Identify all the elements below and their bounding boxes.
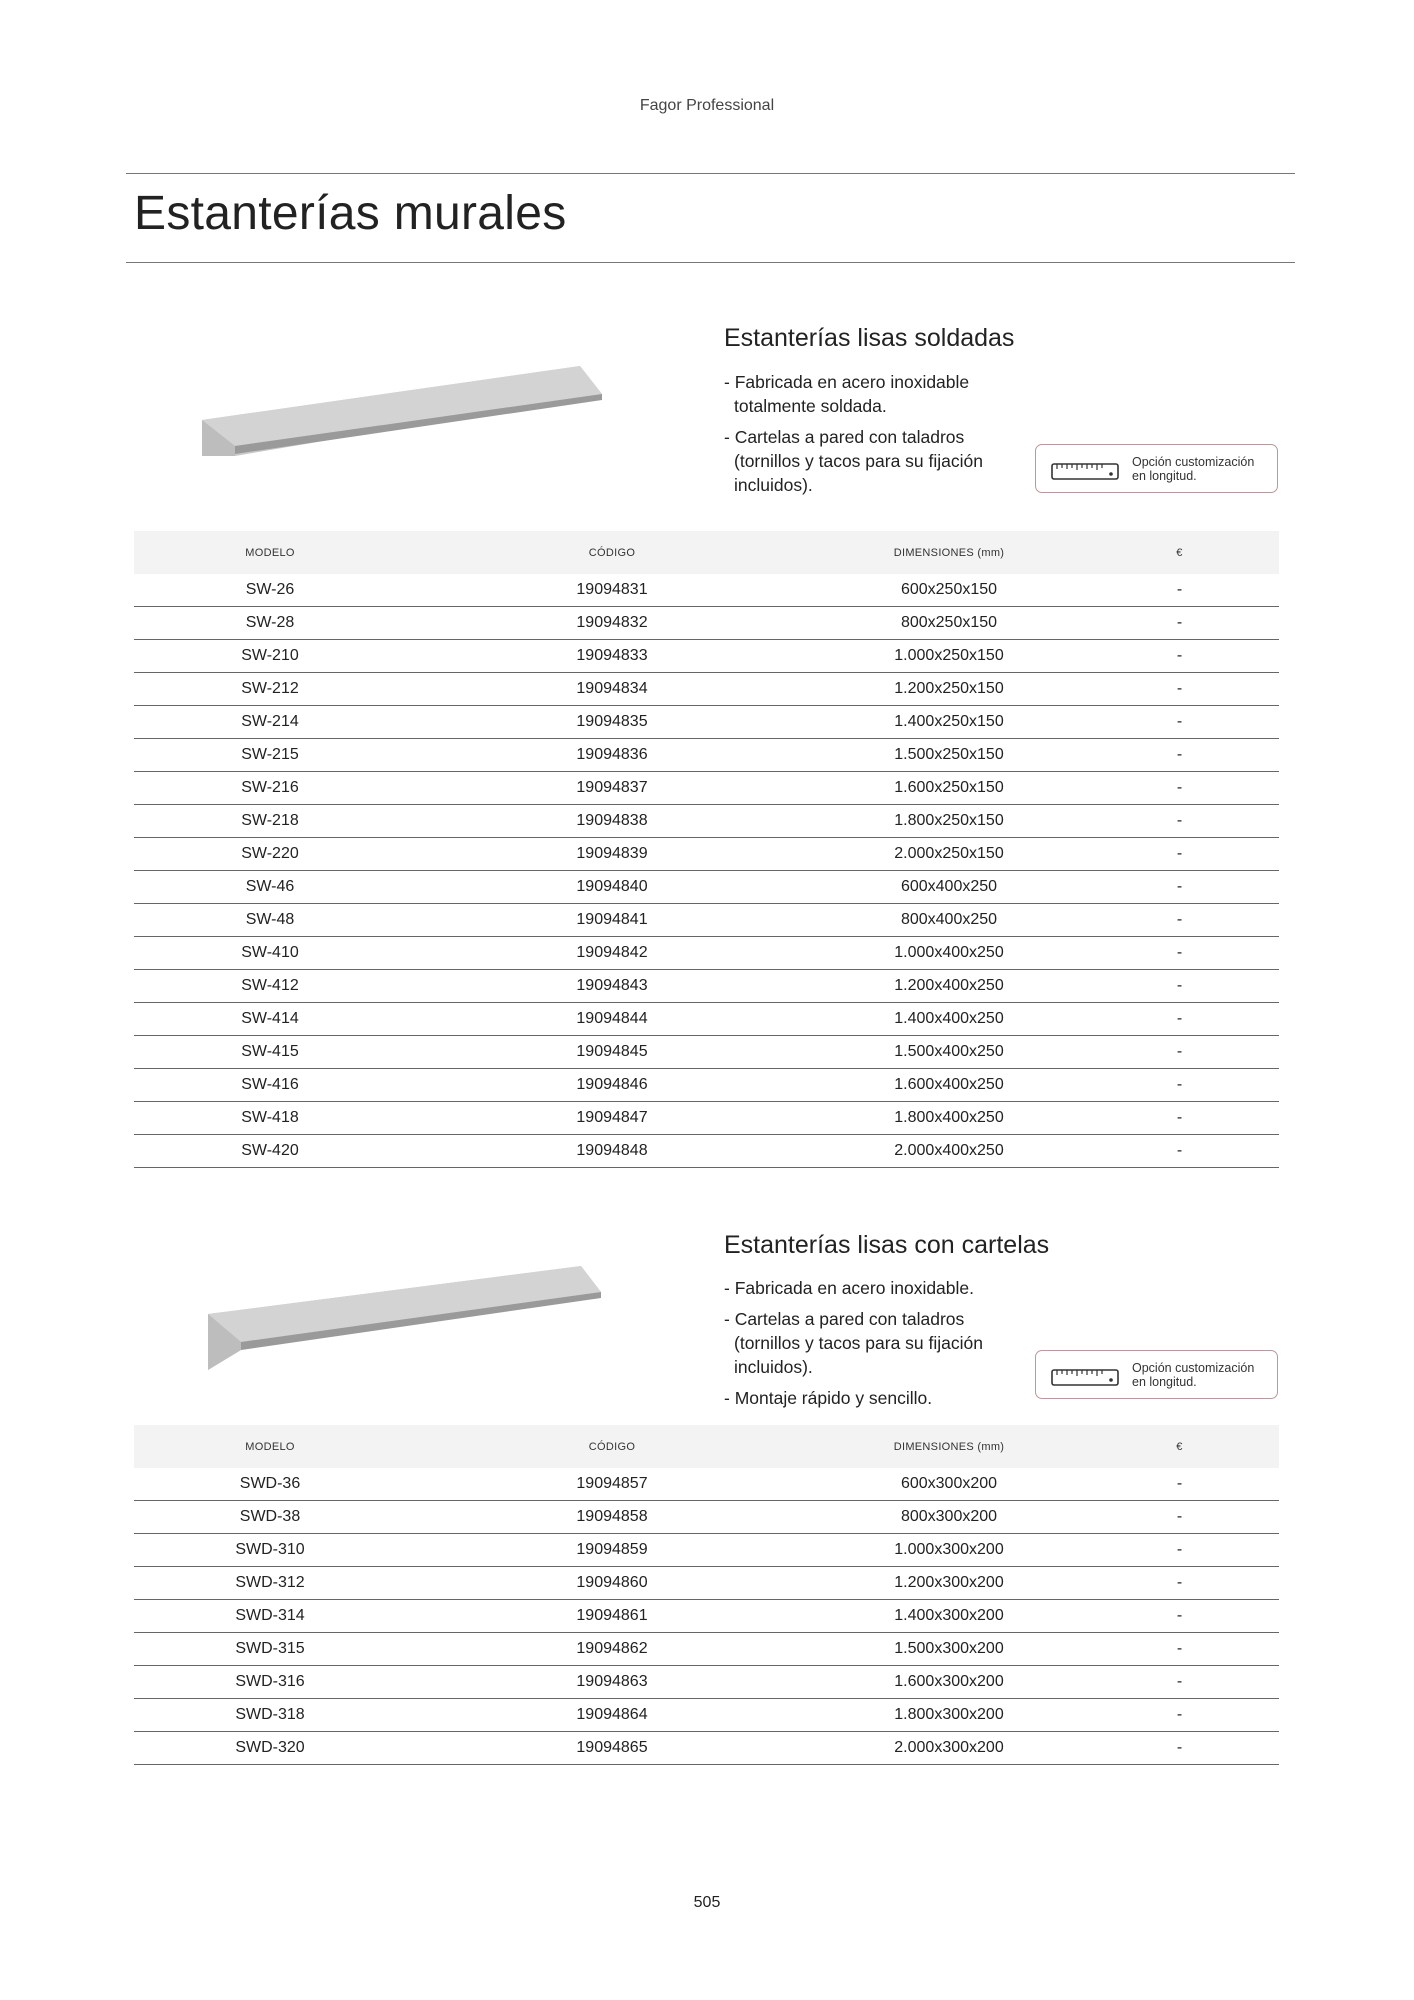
cell-modelo: SW-26 <box>134 574 406 607</box>
table-row <box>134 1732 1279 1765</box>
cell-dimensiones: 600x300x200 <box>818 1468 1080 1501</box>
cell-modelo: SW-416 <box>134 1069 406 1102</box>
cell-precio: - <box>1080 838 1279 871</box>
table-row <box>134 1633 1279 1666</box>
cell-modelo: SW-212 <box>134 673 406 706</box>
cell-dimensiones: 1.200x300x200 <box>818 1567 1080 1600</box>
cell-modelo: SWD-36 <box>134 1468 406 1501</box>
cell-modelo: SWD-312 <box>134 1567 406 1600</box>
badge-line: Opción customización <box>1132 1361 1255 1375</box>
table-row <box>134 970 1279 1003</box>
cell-precio: - <box>1080 904 1279 937</box>
cell-precio: - <box>1080 1501 1279 1534</box>
cell-precio: - <box>1080 1666 1279 1699</box>
cell-codigo: 19094860 <box>406 1567 818 1600</box>
table-row <box>134 640 1279 673</box>
cell-codigo: 19094834 <box>406 673 818 706</box>
table-row <box>134 937 1279 970</box>
table-row <box>134 1666 1279 1699</box>
cell-precio: - <box>1080 1534 1279 1567</box>
cell-codigo: 19094836 <box>406 739 818 772</box>
cell-codigo: 19094848 <box>406 1135 818 1168</box>
cell-precio: - <box>1080 640 1279 673</box>
cell-modelo: SW-214 <box>134 706 406 739</box>
column-header-dimensiones: DIMENSIONES (mm) <box>818 1425 1080 1468</box>
cell-modelo: SW-215 <box>134 739 406 772</box>
column-header-codigo: CÓDIGO <box>406 531 818 574</box>
feature-item: - Fabricada en acero inoxidable. <box>724 1278 975 1298</box>
cell-dimensiones: 1.200x250x150 <box>818 673 1080 706</box>
table-row <box>134 1036 1279 1069</box>
cell-codigo: 19094840 <box>406 871 818 904</box>
table-row <box>134 871 1279 904</box>
cell-modelo: SWD-320 <box>134 1732 406 1765</box>
ruler-icon <box>1051 461 1121 481</box>
cell-codigo: 19094862 <box>406 1633 818 1666</box>
cell-codigo: 19094846 <box>406 1069 818 1102</box>
column-header-codigo: CÓDIGO <box>406 1425 818 1468</box>
table-row <box>134 838 1279 871</box>
cell-precio: - <box>1080 1732 1279 1765</box>
cell-modelo: SW-414 <box>134 1003 406 1036</box>
customization-badge <box>1035 1350 1278 1399</box>
cell-modelo: SW-218 <box>134 805 406 838</box>
cell-codigo: 19094847 <box>406 1102 818 1135</box>
cell-dimensiones: 2.000x300x200 <box>818 1732 1080 1765</box>
cell-precio: - <box>1080 1036 1279 1069</box>
cell-precio: - <box>1080 871 1279 904</box>
cell-modelo: SWD-315 <box>134 1633 406 1666</box>
cell-codigo: 19094831 <box>406 574 818 607</box>
cell-modelo: SWD-310 <box>134 1534 406 1567</box>
column-header-modelo: MODELO <box>134 531 406 574</box>
feature-list <box>724 1276 1004 1417</box>
cell-dimensiones: 600x400x250 <box>818 871 1080 904</box>
cell-codigo: 19094833 <box>406 640 818 673</box>
cell-modelo: SW-210 <box>134 640 406 673</box>
cell-modelo: SWD-316 <box>134 1666 406 1699</box>
cell-dimensiones: 2.000x250x150 <box>818 838 1080 871</box>
cell-precio: - <box>1080 1135 1279 1168</box>
table-row <box>134 1534 1279 1567</box>
cell-codigo: 19094837 <box>406 772 818 805</box>
cell-precio: - <box>1080 706 1279 739</box>
feature-item: - Fabricada en acero inoxidable totalmente soldada. <box>724 372 970 416</box>
cell-codigo: 19094861 <box>406 1600 818 1633</box>
cell-codigo: 19094841 <box>406 904 818 937</box>
cell-modelo: SWD-314 <box>134 1600 406 1633</box>
section-title: Estanterías lisas soldadas <box>724 324 1015 352</box>
table-row <box>134 1135 1279 1168</box>
cell-dimensiones: 1.600x300x200 <box>818 1666 1080 1699</box>
cell-dimensiones: 1.200x400x250 <box>818 970 1080 1003</box>
table-row <box>134 673 1279 706</box>
cell-dimensiones: 1.400x250x150 <box>818 706 1080 739</box>
feature-item: - Montaje rápido y sencillo. <box>724 1388 933 1408</box>
divider <box>126 173 1295 174</box>
cell-dimensiones: 1.000x400x250 <box>818 937 1080 970</box>
table-row <box>134 574 1279 607</box>
cell-codigo: 19094859 <box>406 1534 818 1567</box>
cell-modelo: SW-412 <box>134 970 406 1003</box>
shelf-product-image <box>200 360 610 470</box>
cell-dimensiones: 1.600x400x250 <box>818 1069 1080 1102</box>
cell-modelo: SW-415 <box>134 1036 406 1069</box>
page-title: Estanterías murales <box>134 187 567 240</box>
cell-dimensiones: 1.500x300x200 <box>818 1633 1080 1666</box>
cell-dimensiones: 1.000x300x200 <box>818 1534 1080 1567</box>
column-header-dimensiones: DIMENSIONES (mm) <box>818 531 1080 574</box>
ruler-icon <box>1051 1367 1121 1387</box>
cell-modelo: SW-420 <box>134 1135 406 1168</box>
table-row <box>134 1003 1279 1036</box>
table-row <box>134 1501 1279 1534</box>
product-table <box>134 531 1279 1168</box>
table-row <box>134 1600 1279 1633</box>
cell-codigo: 19094839 <box>406 838 818 871</box>
cell-codigo: 19094842 <box>406 937 818 970</box>
feature-list <box>724 370 994 504</box>
cell-dimensiones: 1.800x250x150 <box>818 805 1080 838</box>
cell-dimensiones: 1.800x300x200 <box>818 1699 1080 1732</box>
cell-precio: - <box>1080 607 1279 640</box>
table-row <box>134 1468 1279 1501</box>
cell-codigo: 19094843 <box>406 970 818 1003</box>
cell-codigo: 19094863 <box>406 1666 818 1699</box>
cell-dimensiones: 1.800x400x250 <box>818 1102 1080 1135</box>
customization-badge <box>1035 444 1278 493</box>
cell-precio: - <box>1080 1600 1279 1633</box>
cell-dimensiones: 1.500x400x250 <box>818 1036 1080 1069</box>
cell-precio: - <box>1080 805 1279 838</box>
column-header-precio: € <box>1080 531 1279 574</box>
cell-codigo: 19094844 <box>406 1003 818 1036</box>
column-header-precio: € <box>1080 1425 1279 1468</box>
cell-modelo: SW-216 <box>134 772 406 805</box>
feature-item: - Cartelas a pared con taladros (tornillos y tacos para su fijación incluidos). <box>724 427 983 495</box>
cell-dimensiones: 1.400x300x200 <box>818 1600 1080 1633</box>
badge-line: Opción customización <box>1132 455 1255 469</box>
cell-codigo: 19094838 <box>406 805 818 838</box>
page-number: 505 <box>693 1894 721 1911</box>
cell-precio: - <box>1080 772 1279 805</box>
cell-codigo: 19094845 <box>406 1036 818 1069</box>
cell-precio: - <box>1080 1003 1279 1036</box>
cell-precio: - <box>1080 1567 1279 1600</box>
cell-modelo: SW-410 <box>134 937 406 970</box>
product-table <box>134 1425 1279 1765</box>
cell-precio: - <box>1080 1468 1279 1501</box>
cell-modelo: SW-48 <box>134 904 406 937</box>
table-row <box>134 772 1279 805</box>
table-row <box>134 739 1279 772</box>
cell-codigo: 19094858 <box>406 1501 818 1534</box>
cell-modelo: SW-220 <box>134 838 406 871</box>
section-title: Estanterías lisas con cartelas <box>724 1231 1050 1259</box>
feature-item: - Cartelas a pared con taladros (tornillos y tacos para su fijación incluidos). <box>724 1309 983 1377</box>
table-row <box>134 706 1279 739</box>
table-row <box>134 904 1279 937</box>
cell-modelo: SW-28 <box>134 607 406 640</box>
cell-precio: - <box>1080 673 1279 706</box>
cell-codigo: 19094832 <box>406 607 818 640</box>
cell-modelo: SWD-38 <box>134 1501 406 1534</box>
cell-modelo: SW-46 <box>134 871 406 904</box>
cell-dimensiones: 1.400x400x250 <box>818 1003 1080 1036</box>
column-header-modelo: MODELO <box>134 1425 406 1468</box>
cell-dimensiones: 1.000x250x150 <box>818 640 1080 673</box>
cell-dimensiones: 800x250x150 <box>818 607 1080 640</box>
cell-dimensiones: 800x400x250 <box>818 904 1080 937</box>
badge-line: en longitud. <box>1132 1375 1197 1389</box>
running-header: Fagor Professional <box>639 97 775 114</box>
cell-dimensiones: 1.500x250x150 <box>818 739 1080 772</box>
table-row <box>134 805 1279 838</box>
cell-dimensiones: 2.000x400x250 <box>818 1135 1080 1168</box>
table-row <box>134 1567 1279 1600</box>
cell-precio: - <box>1080 937 1279 970</box>
cell-dimensiones: 600x250x150 <box>818 574 1080 607</box>
table-row <box>134 607 1279 640</box>
cell-precio: - <box>1080 1102 1279 1135</box>
cell-codigo: 19094835 <box>406 706 818 739</box>
badge-line: en longitud. <box>1132 469 1197 483</box>
table-row <box>134 1699 1279 1732</box>
cell-precio: - <box>1080 739 1279 772</box>
divider <box>126 262 1295 263</box>
cell-precio: - <box>1080 1069 1279 1102</box>
shelf-product-image <box>206 1262 616 1372</box>
cell-modelo: SW-418 <box>134 1102 406 1135</box>
table-row <box>134 1102 1279 1135</box>
cell-dimensiones: 1.600x250x150 <box>818 772 1080 805</box>
cell-modelo: SWD-318 <box>134 1699 406 1732</box>
cell-precio: - <box>1080 970 1279 1003</box>
cell-precio: - <box>1080 1633 1279 1666</box>
cell-dimensiones: 800x300x200 <box>818 1501 1080 1534</box>
cell-codigo: 19094864 <box>406 1699 818 1732</box>
cell-precio: - <box>1080 1699 1279 1732</box>
table-row <box>134 1069 1279 1102</box>
cell-codigo: 19094865 <box>406 1732 818 1765</box>
cell-codigo: 19094857 <box>406 1468 818 1501</box>
cell-precio: - <box>1080 574 1279 607</box>
